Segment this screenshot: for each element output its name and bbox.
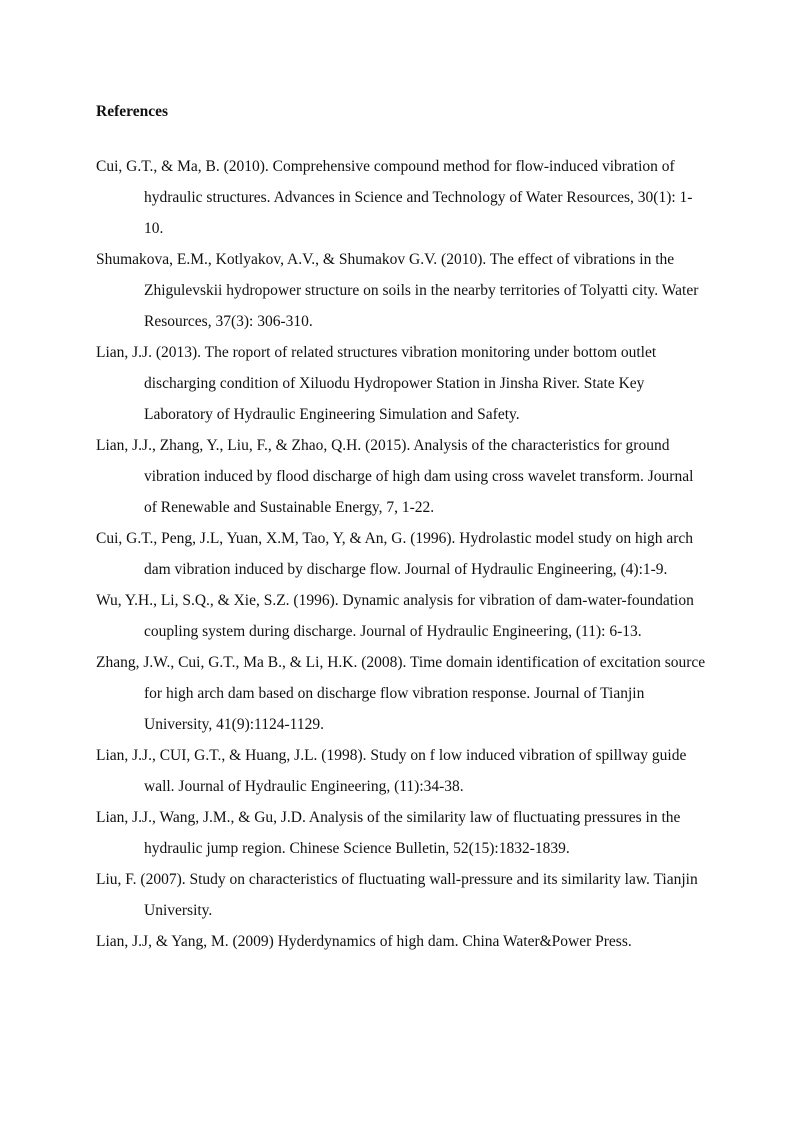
reference-item: Zhang, J.W., Cui, G.T., Ma B., & Li, H.K. (2008). Time domain identification of excitation source for high arch dam based on discharge flow vibration response. Journal of Tianjin University, 41(9):1124-1129. xyxy=(96,654,706,733)
reference-item: Lian, J.J., Zhang, Y., Liu, F., & Zhao, Q.H. (2015). Analysis of the characteristics for ground vibration induced by flood discharge of high dam using cross wavelet transform. Journal of Renewable and Sustainable Energy, 7, 1-22. xyxy=(96,437,694,516)
reference-item: Cui, G.T., & Ma, B. (2010). Comprehensive compound method for flow-induced vibration of hydraulic structures. Advances in Science and Technology of Water Resources, 30(1): 1-10. xyxy=(96,158,693,237)
references-heading: References xyxy=(96,103,169,120)
reference-item: Lian, J.J. (2013). The roport of related structures vibration monitoring under bottom outlet discharging condition of Xiluodu Hydropower Station in Jinsha River. State Key Laboratory of Hydraulic Engineering Simulation and Safety. xyxy=(96,344,657,423)
reference-list xyxy=(96,151,706,957)
reference-item: Lian, J.J, & Yang, M. (2009) Hyderdynamics of high dam. China Water&Power Press. xyxy=(96,933,632,950)
reference-item: Wu, Y.H., Li, S.Q., & Xie, S.Z. (1996). Dynamic analysis for vibration of dam-water-foundation coupling system during discharge. Journal of Hydraulic Engineering, (11): 6-13. xyxy=(96,592,694,640)
reference-item: Shumakova, E.M., Kotlyakov, A.V., & Shumakov G.V. (2010). The effect of vibrations in the Zhigulevskii hydropower structure on soils in the nearby territories of Tolyatti city. Water Resources, 37(3): 306-310. xyxy=(96,251,699,330)
reference-item: Lian, J.J., Wang, J.M., & Gu, J.D. Analysis of the similarity law of fluctuating pressures in the hydraulic jump region. Chinese Science Bulletin, 52(15):1832-1839. xyxy=(96,809,681,857)
reference-item: Lian, J.J., CUI, G.T., & Huang, J.L. (1998). Study on f low induced vibration of spillway guide wall. Journal of Hydraulic Engineering, (11):34-38. xyxy=(96,747,687,795)
reference-item: Liu, F. (2007). Study on characteristics of fluctuating wall-pressure and its similarity law. Tianjin University. xyxy=(96,871,698,919)
reference-item: Cui, G.T., Peng, J.L, Yuan, X.M, Tao, Y, & An, G. (1996). Hydrolastic model study on high arch dam vibration induced by discharge flow. Journal of Hydraulic Engineering, (4):1-9. xyxy=(96,530,694,578)
